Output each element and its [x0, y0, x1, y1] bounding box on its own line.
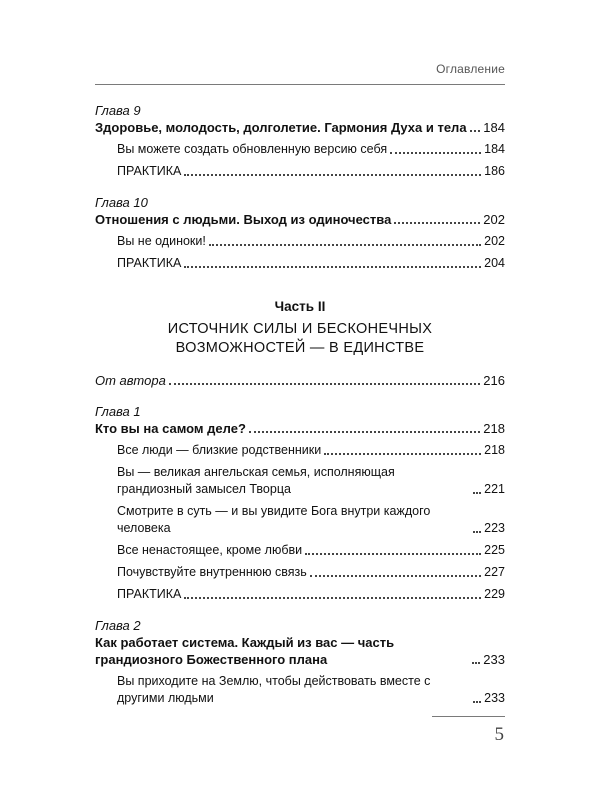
entry-title: Почувствуйте внутреннюю связь: [117, 565, 307, 579]
dot-leader: [209, 244, 481, 246]
entry-title: Кто вы на самом деле?: [95, 421, 246, 436]
entry-title: От автора: [95, 373, 166, 388]
entry-title: Вы — великая ангельская семья, исполняющая грандиозный замысел Творца: [117, 465, 395, 496]
toc-entry[interactable]: [95, 255, 505, 272]
part-title: Часть II: [274, 299, 326, 314]
dot-leader: [472, 662, 480, 664]
dot-leader: [473, 531, 481, 533]
entry-page: 233: [483, 652, 505, 667]
dot-leader: [473, 701, 481, 703]
toc-entry-chapter-title[interactable]: [95, 211, 505, 228]
dot-leader: [305, 553, 481, 555]
toc-entry[interactable]: [95, 464, 505, 498]
toc-entry[interactable]: [95, 586, 505, 603]
entry-page: 204: [484, 256, 505, 270]
entry-page: 216: [483, 373, 505, 388]
toc-entry-author-note[interactable]: [95, 372, 505, 389]
chapter-label: Глава 2: [95, 618, 141, 633]
chapter-label: Глава 10: [95, 195, 148, 210]
toc-entry[interactable]: [95, 503, 505, 537]
dot-leader: [473, 492, 481, 494]
entry-title: ПРАКТИКА: [117, 587, 182, 601]
entry-title: Смотрите в суть — и вы увидите Бога внутри каждого человека: [117, 504, 431, 535]
toc-entry[interactable]: [95, 442, 505, 459]
running-header: Оглавление: [436, 62, 505, 76]
toc-entry-chapter-title[interactable]: [95, 119, 505, 136]
dot-leader: [184, 597, 481, 599]
toc-entry[interactable]: [95, 542, 505, 559]
entry-title: Как работает система. Каждый из вас — часть грандиозного Божественного плана: [95, 635, 395, 667]
toc-entry-chapter-title[interactable]: [95, 420, 505, 437]
entry-page: 229: [484, 587, 505, 601]
entry-title: Вы можете создать обновленную версию себя: [117, 142, 388, 156]
part-subtitle-line2: ВОЗМОЖНОСТЕЙ — В ЕДИНСТВЕ: [175, 340, 425, 356]
entry-page: 227: [484, 565, 505, 579]
entry-page: 202: [483, 212, 505, 227]
dot-leader: [249, 431, 480, 433]
entry-page: 233: [484, 691, 505, 705]
part-subtitle-line1: ИСТОЧНИК СИЛЫ И БЕСКОНЕЧНЫХ: [167, 321, 433, 337]
dot-leader: [390, 152, 481, 154]
entry-title: Все люди — близкие родственники: [117, 443, 322, 457]
entry-title: Вы не одиноки!: [117, 234, 206, 248]
dot-leader: [394, 222, 480, 224]
entry-page: 225: [484, 543, 505, 557]
toc-entry[interactable]: [95, 233, 505, 250]
dot-leader: [324, 453, 481, 455]
toc-entry-chapter-title[interactable]: [95, 634, 505, 668]
entry-title: ПРАКТИКА: [117, 256, 182, 270]
toc-entry[interactable]: [95, 673, 505, 707]
entry-page: 221: [484, 482, 505, 496]
entry-page: 184: [484, 142, 505, 156]
chapter-label: Глава 1: [95, 404, 141, 419]
entry-title: Здоровье, молодость, долголетие. Гармония Духа и тела: [95, 120, 467, 135]
entry-page: 223: [484, 521, 505, 535]
dot-leader: [169, 383, 481, 385]
dot-leader: [184, 266, 481, 268]
entry-page: 184: [483, 120, 505, 135]
dot-leader: [470, 130, 481, 132]
dot-leader: [310, 575, 481, 577]
entry-title: Отношения с людьми. Выход из одиночества: [95, 212, 392, 227]
footer-rule: [432, 716, 505, 717]
toc-entry[interactable]: [95, 564, 505, 581]
entry-page: 186: [484, 164, 505, 178]
chapter-label: Глава 9: [95, 103, 141, 118]
toc-entry[interactable]: [95, 141, 505, 158]
entry-page: 218: [484, 443, 505, 457]
page-number: 5: [494, 724, 504, 745]
table-of-contents: [95, 102, 505, 707]
entry-page: 218: [483, 421, 505, 436]
entry-title: Все ненастоящее, кроме любви: [117, 543, 303, 557]
entry-page: 202: [484, 234, 505, 248]
entry-title: ПРАКТИКА: [117, 164, 182, 178]
header-rule: [95, 84, 505, 85]
entry-title: Вы приходите на Землю, чтобы действовать вместе с другими людьми: [117, 674, 431, 705]
toc-entry[interactable]: [95, 163, 505, 180]
dot-leader: [184, 174, 481, 176]
